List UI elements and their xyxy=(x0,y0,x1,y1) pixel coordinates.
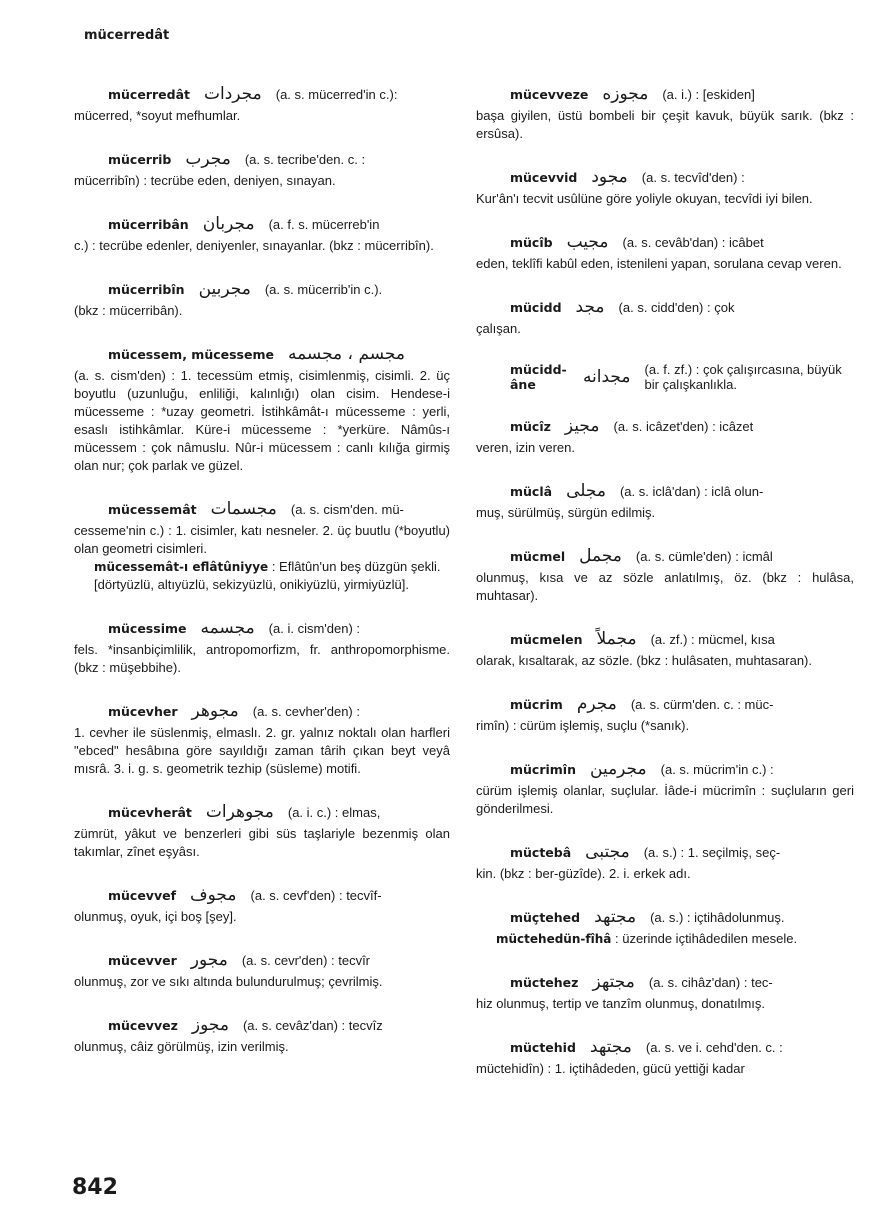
headword: mücevvef xyxy=(108,887,177,903)
headword: mücevherât xyxy=(108,804,192,820)
headword: mücerribîn xyxy=(108,281,185,297)
arabic-script: مجوهر xyxy=(191,701,239,721)
dictionary-entry xyxy=(74,499,450,594)
entry-head xyxy=(476,1037,854,1057)
entry-head xyxy=(476,546,854,566)
definition: olunmuş, oyuk, içi boş [şey]. xyxy=(74,909,237,924)
entry-head xyxy=(476,362,854,392)
grammar-note: (a. s. cidd'den) : çok xyxy=(618,299,735,315)
grammar-note: (a. s. cürm'den. c. : müc- xyxy=(630,696,774,712)
dictionary-entry xyxy=(476,416,854,457)
dictionary-entry xyxy=(74,1015,450,1056)
sub-headword: mücessemât-ı eflâtûniyye xyxy=(94,560,269,574)
arabic-script: مجدانه xyxy=(582,367,631,387)
dictionary-entry xyxy=(476,759,854,818)
definition: olunmuş, zor ve sıkı altında bulundurulmuş; çevrilmiş. xyxy=(74,974,383,989)
grammar-note: (a. zf.) : mücmel, kısa xyxy=(650,631,775,647)
dictionary-entry xyxy=(476,694,854,735)
headword: müçtehed xyxy=(510,909,581,925)
grammar-note: (a. i. c.) : elmas, xyxy=(287,804,381,820)
arabic-script: مجسم ، مجسمه xyxy=(287,344,406,364)
arabic-script: مجمل xyxy=(579,546,622,566)
dictionary-entry xyxy=(476,907,854,948)
definition: olunmuş, kısa ve az sözle anlatılmış, öz. (bkz : hulâsa, muhtasar). xyxy=(476,570,854,603)
headword: mücevher xyxy=(108,703,178,719)
headword: müctebâ xyxy=(510,844,572,860)
definition: müctehidîn) : 1. içtihâdeden, gücü yettiği kadar xyxy=(476,1061,745,1076)
entry-head xyxy=(476,84,854,104)
grammar-note: (a. i. cism'den) : xyxy=(268,620,361,636)
sub-headword: müctehedün-fîhâ xyxy=(496,932,612,946)
entry-head xyxy=(476,972,854,992)
entry-head xyxy=(74,618,450,638)
dictionary-entry xyxy=(74,885,450,926)
entry-head xyxy=(74,950,450,970)
definition: cürüm işlemiş olanlar, suçlular. İâde-i mücrimîn : suçluların geri gönderilmesi. xyxy=(476,783,854,816)
arabic-script: مجلى xyxy=(566,481,606,501)
grammar-note: (a. s. cevâb'dan) : icâbet xyxy=(622,234,764,250)
dictionary-entry xyxy=(476,362,854,392)
arabic-script: مجملاً xyxy=(596,629,637,649)
dictionary-entry xyxy=(74,149,450,190)
entry-head xyxy=(74,344,450,364)
dictionary-entry xyxy=(476,481,854,522)
definition: hiz olunmuş, tertip ve tanzîm olunmuş, donatılmış. xyxy=(476,996,766,1011)
grammar-note: (a. s. icâzet'den) : icâzet xyxy=(613,418,754,434)
entry-head xyxy=(476,759,854,779)
headword: müctehid xyxy=(510,1039,576,1055)
arabic-script: مجوهرات xyxy=(205,802,274,822)
grammar-note: (a. s. mücrim'in c.) : xyxy=(660,761,774,777)
page-number: 842 xyxy=(72,1175,118,1200)
headword: mücevver xyxy=(108,952,177,968)
entry-head xyxy=(476,481,854,501)
arabic-script: مجوزه xyxy=(602,84,649,104)
definition: rimîn) : cürüm işlemiş, suçlu (*sanık). xyxy=(476,718,690,733)
entry-head xyxy=(74,701,450,721)
dictionary-entry xyxy=(74,279,450,320)
running-head: mücerredât xyxy=(84,28,170,43)
grammar-note: (a. s. ve i. cehd'den. c. : xyxy=(645,1039,783,1055)
definition: olunmuş, câiz görülmüş, izin verilmiş. xyxy=(74,1039,289,1054)
headword: mücerribân xyxy=(108,216,189,232)
entry-head xyxy=(476,907,854,927)
headword: mücevvid xyxy=(510,169,578,185)
grammar-note: (a. s. mücerrib'in c.). xyxy=(264,281,383,297)
sub-definition: : üzerinde içtihâdedilen mesele. xyxy=(614,931,798,946)
left-column xyxy=(74,84,450,1080)
headword: mücîb xyxy=(510,234,553,250)
grammar-note: (a. s. cümle'den) : icmâl xyxy=(635,548,773,564)
definition: (bkz : mücerribân). xyxy=(74,303,183,318)
arabic-script: مجتهز xyxy=(592,972,635,992)
dictionary-entry xyxy=(476,232,854,273)
grammar-note: (a. s. mücerred'in c.): xyxy=(275,86,398,102)
arabic-script: مجتبى xyxy=(585,842,630,862)
headword: mücessime xyxy=(108,620,187,636)
headword: mücevveze xyxy=(510,86,589,102)
grammar-note: (a. s. cevf'den) : tecvîf- xyxy=(250,887,382,903)
arabic-script: مجربان xyxy=(202,214,255,234)
dictionary-entry xyxy=(74,214,450,255)
definition: cesseme'nin c.) : 1. cisimler, katı nesneler. 2. üç buutlu (*boyutlu) olan geometri cisimleri. xyxy=(74,523,450,556)
dictionary-entry xyxy=(74,950,450,991)
grammar-note: (a. i.) : [eskiden] xyxy=(662,86,755,102)
entry-head xyxy=(74,885,450,905)
arabic-script: مجيز xyxy=(564,416,600,436)
dictionary-entry xyxy=(476,1037,854,1078)
entry-head xyxy=(74,214,450,234)
headword: mücmelen xyxy=(510,631,583,647)
entry-head xyxy=(74,499,450,519)
entry-head xyxy=(476,297,854,317)
arabic-script: مجد xyxy=(575,297,605,317)
headword: mücidd xyxy=(510,299,562,315)
dictionary-entry xyxy=(476,972,854,1013)
entry-head xyxy=(74,279,450,299)
definition: olarak, kısaltarak, az sözle. (bkz : hulâsaten, muhtasaran). xyxy=(476,653,812,668)
sub-entry xyxy=(476,930,854,948)
grammar-note: (a. s.) : 1. seçilmiş, seç- xyxy=(643,844,781,860)
definition: muş, sürülmüş, sürgün edilmiş. xyxy=(476,505,656,520)
arabic-script: مجور xyxy=(190,950,228,970)
headword: mücessemât xyxy=(108,501,197,517)
dictionary-entry xyxy=(476,842,854,883)
grammar-note: (a. s. cevher'den) : xyxy=(252,703,360,719)
dictionary-entry xyxy=(74,84,450,125)
grammar-note: (a. s. cevâz'dan) : tecvîz xyxy=(242,1017,383,1033)
arabic-script: مجرمين xyxy=(590,759,647,779)
arabic-script: مجربين xyxy=(198,279,251,299)
headword: mücidd-âne xyxy=(510,362,567,392)
grammar-note: (a. s. tecvîd'den) : xyxy=(641,169,745,185)
arabic-script: مجردات xyxy=(203,84,262,104)
grammar-note: (a. s. cevr'den) : tecvîr xyxy=(241,952,371,968)
definition: Kur'ân'ı tecvit usûlüne göre yoliyle okuyan, tecvîdi iyi bilen. xyxy=(476,191,813,206)
entry-head xyxy=(476,167,854,187)
arabic-script: مجود xyxy=(591,167,628,187)
definition: veren, izin veren. xyxy=(476,440,575,455)
arabic-script: مجرم xyxy=(576,694,617,714)
right-column xyxy=(476,84,854,1102)
dictionary-entry xyxy=(74,618,450,677)
grammar-note: (a. s. cihâz'dan) : tec- xyxy=(648,974,773,990)
grammar-note: (a. s. iclâ'dan) : iclâ olun- xyxy=(619,483,764,499)
headword: mücrimîn xyxy=(510,761,576,777)
dictionary-entry xyxy=(476,297,854,338)
definition: fels. *insanbiçimlilik, antropomorfizm, fr. anthropomorphisme. (bkz : müşebbihe). xyxy=(74,642,450,675)
dictionary-entry xyxy=(74,802,450,861)
entry-head xyxy=(74,149,450,169)
arabic-script: مجوف xyxy=(190,885,237,905)
definition: (a. s. cism'den) : 1. tecessüm etmiş, cisimlenmiş, cisimli. 2. üç boyutlu (uzunluğu, enliliği, kalınlığı) olan cisim. Hendese-i mücesseme : *uzay geometri. İstihkâmât-ı mücesseme : yerli, esaslı istihkâmlar. Küre-i mücesseme : *yerküre. Nâmûs-ı mücessem : çok nâmuslu. Nûr-i mücessem : canlı kılığa girmiş olan nur; çok parlak ve güzel. xyxy=(74,368,450,473)
definition: mücerribîn) : tecrübe eden, deniyen, sınayan. xyxy=(74,173,336,188)
dictionary-entry xyxy=(476,546,854,605)
grammar-note: (a. s.) : içtihâdolunmuş. xyxy=(650,909,785,925)
entry-head xyxy=(476,629,854,649)
arabic-script: مجتهد xyxy=(594,907,637,927)
entry-head xyxy=(74,84,450,104)
headword: mücevvez xyxy=(108,1017,178,1033)
grammar-note: (a. s. cism'den. mü- xyxy=(290,501,404,517)
grammar-note: (a. f. s. mücerreb'in xyxy=(268,216,380,232)
definition: c.) : tecrübe edenler, deniyenler, sınayanlar. (bkz : mücerribîn). xyxy=(74,238,434,253)
headword: mücîz xyxy=(510,418,551,434)
dictionary-entry xyxy=(74,701,450,778)
definition: çalışan. xyxy=(476,321,521,336)
headword: mücmel xyxy=(510,548,566,564)
arabic-script: مجتهد xyxy=(589,1037,632,1057)
sub-entry xyxy=(74,558,450,594)
headword: mücerredât xyxy=(108,86,190,102)
dictionary-entry xyxy=(476,629,854,670)
arabic-script: مجسمات xyxy=(210,499,277,519)
entry-head xyxy=(476,232,854,252)
headword: mücrim xyxy=(510,696,563,712)
sub-definition: : Eflâtûn'un beş düzgün şekli. [dörtyüzlü, altıyüzlü, sekizyüzlü, onikiyüzlü, yirmiyüzlü]. xyxy=(94,559,441,592)
definition: 1. cevher ile süslenmiş, elmaslı. 2. gr. yalnız noktalı olan harfleri "ebced" hesâbına göre sayıldığı zaman târih çıkan beyt veyâ mısrâ. 3. i. g. s. geometrik tezhip (süsleme) motifi. xyxy=(74,725,450,776)
arabic-script: مجوز xyxy=(191,1015,229,1035)
entry-head xyxy=(74,802,450,822)
headword: mücessem, mücesseme xyxy=(108,346,274,362)
entry-head xyxy=(476,416,854,436)
definition: eden, teklîfi kabûl eden, istenileni yapan, sorulana cevap veren. xyxy=(476,256,842,271)
dictionary-entry xyxy=(476,167,854,208)
definition: mücerred, *soyut mefhumlar. xyxy=(74,108,241,123)
dictionary-entry xyxy=(476,84,854,143)
dictionary-entry xyxy=(74,344,450,475)
arabic-script: مجرب xyxy=(185,149,231,169)
headword: mücerrib xyxy=(108,151,172,167)
headword: müctehez xyxy=(510,974,579,990)
entry-head xyxy=(476,694,854,714)
definition: zümrüt, yâkut ve benzerleri gibi süs taşlariyle bezenmiş olan takımlar, zînet eşyâsı. xyxy=(74,826,450,859)
entry-head xyxy=(74,1015,450,1035)
arabic-script: مجيب xyxy=(566,232,609,252)
grammar-note: (a. f. zf.) : çok çalışırcasına, büyük bir çalışkanlıkla. xyxy=(644,362,842,392)
definition: başa giyilen, üstü bombeli bir çeşit kavuk, büyük sarık. (bkz : ersûsa). xyxy=(476,108,854,141)
definition: kin. (bkz : ber-güzîde). 2. i. erkek adı. xyxy=(476,866,691,881)
arabic-script: مجسمه xyxy=(200,618,255,638)
grammar-note: (a. s. tecribe'den. c. : xyxy=(244,151,366,167)
entry-head xyxy=(476,842,854,862)
headword: müclâ xyxy=(510,483,553,499)
